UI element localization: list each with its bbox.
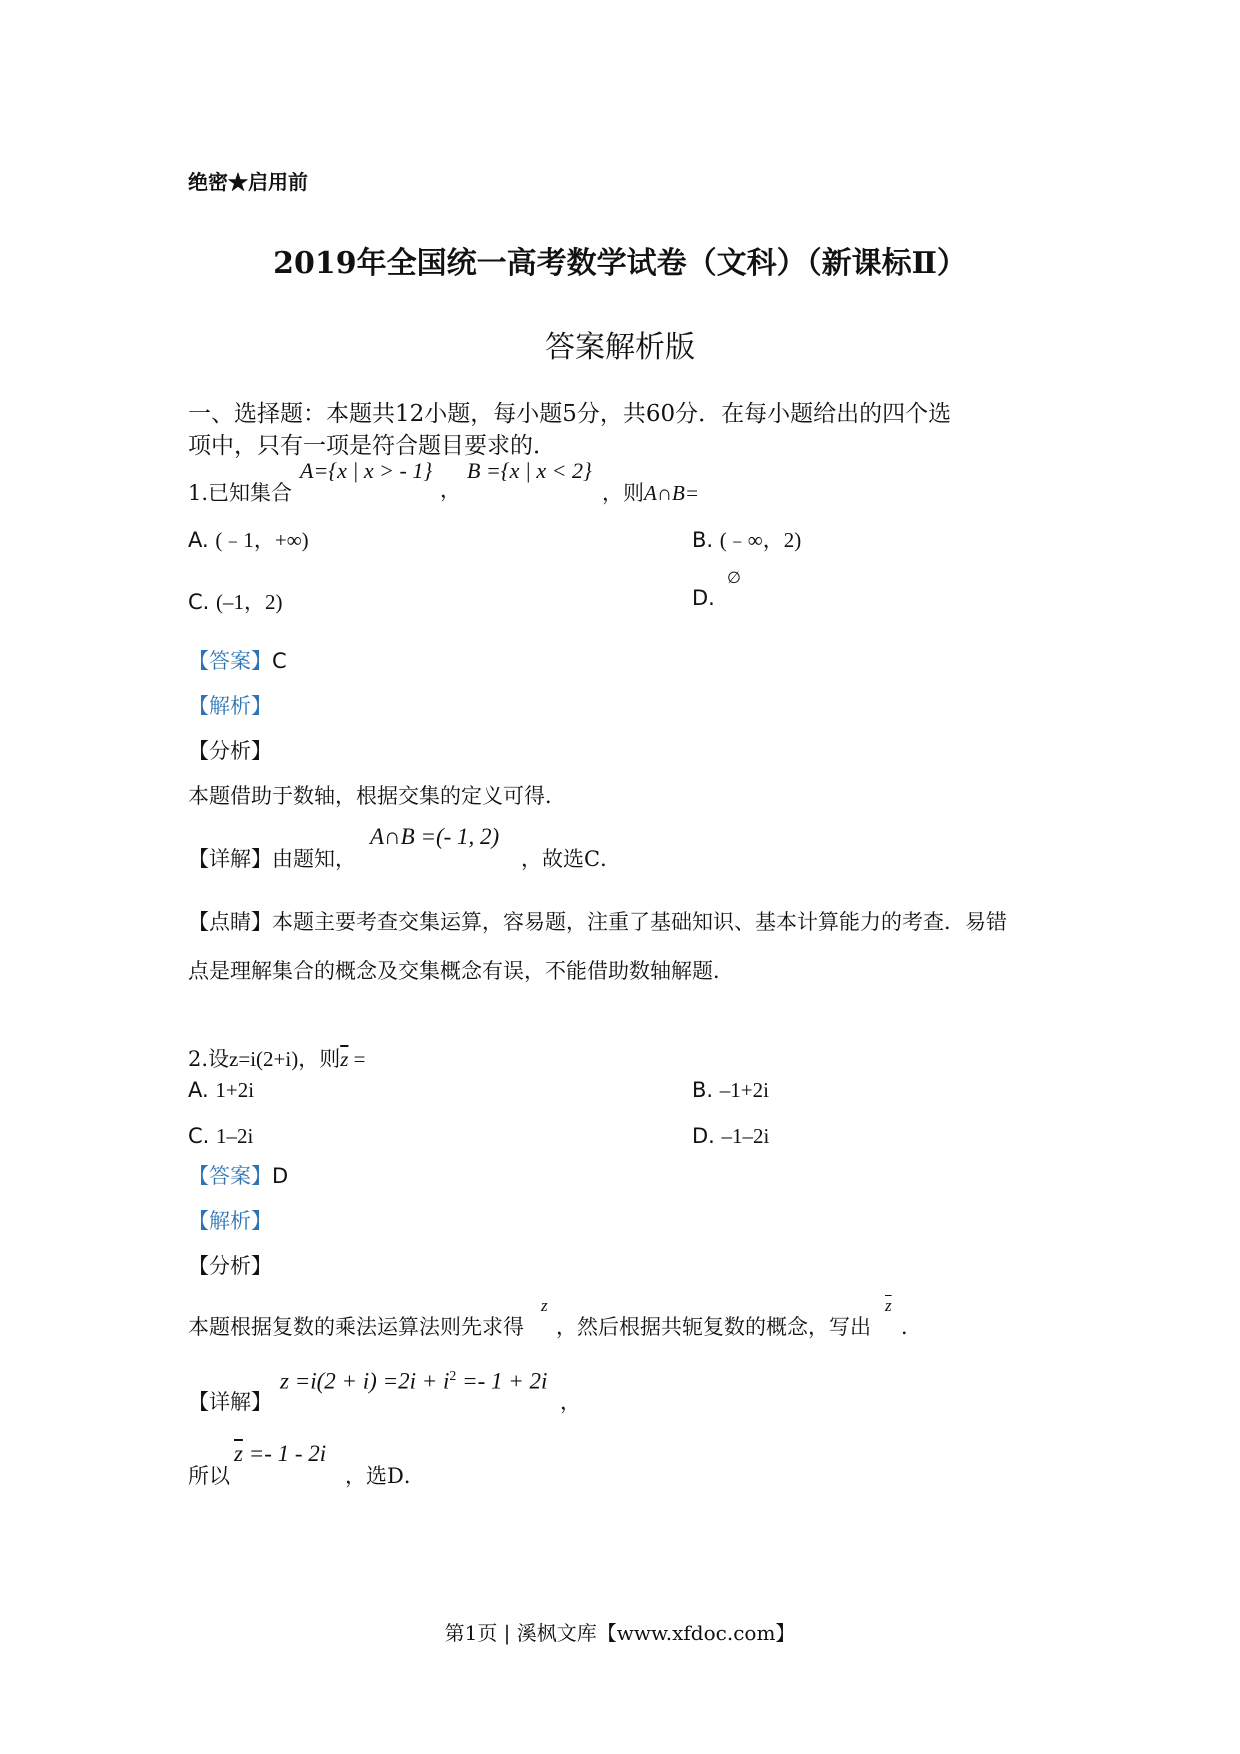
q2-answer-value: D <box>272 1164 289 1188</box>
q1-answer-tag: 【答案】 <box>188 649 272 673</box>
q1-option-d <box>692 586 715 610</box>
q1-suffix <box>602 477 699 507</box>
q2-fenxi-tag: 【分析】 <box>188 1254 272 1278</box>
section-heading-line2: 项中，只有一项是符合题目要求的． <box>188 433 556 459</box>
q1-detail <box>188 843 356 873</box>
q2-stem <box>188 1043 366 1073</box>
q1-option-b-letter: B. <box>692 528 714 552</box>
q1-fenxi-tag: 【分析】 <box>188 739 272 763</box>
q1-option-a-letter: A. <box>188 528 209 552</box>
q1-option-c-text: (–1，2) <box>216 590 283 614</box>
q1-option-a <box>188 524 309 554</box>
q1-suffix-math: A∩B= <box>644 481 699 505</box>
q2-fenxi-pre: 本题根据复数的乘法运算法则先求得 <box>188 1315 524 1339</box>
q1-option-d-letter: D. <box>692 586 715 610</box>
q2-option-b <box>692 1078 769 1103</box>
q2-so-pre: 所以 <box>188 1464 230 1488</box>
q2-option-d-text: –1–2i <box>721 1124 770 1148</box>
section-heading-line1: 一、选择题：本题共12小题，每小题5分，共60分．在每小题给出的四个选 <box>188 401 952 427</box>
q2-analysis-tag: 【解析】 <box>188 1209 272 1233</box>
q2-option-c-letter: C. <box>188 1124 210 1148</box>
q1-comma: ， <box>440 478 461 502</box>
q2-option-b-letter: B. <box>692 1078 714 1102</box>
q2-so-math <box>234 1441 326 1467</box>
q2-detail-tag: 【详解】 <box>188 1390 272 1414</box>
q1-fenxi-text: 本题借助于数轴，根据交集的定义可得． <box>188 784 566 808</box>
q2-option-d-letter: D. <box>692 1124 715 1148</box>
q2-fenxi-line <box>188 1311 524 1341</box>
q2-fenxi-z1: z <box>541 1296 548 1315</box>
q1-option-a-text: (﹣1，+∞) <box>215 528 309 552</box>
q2-detail-math1: z =i(2 + i) =2i + i <box>280 1368 450 1394</box>
q2-answer <box>188 1160 288 1190</box>
q2-stem-mid: ，则 <box>298 1047 341 1071</box>
q2-detail-math2: =- 1 + 2i <box>456 1368 548 1394</box>
q2-option-a-letter: A. <box>188 1078 209 1102</box>
q1-option-c <box>188 586 283 616</box>
q1-dianjing-line2: 点是理解集合的概念及交集概念有误，不能借助数轴解题． <box>188 959 734 983</box>
q1-suffix-text: ，则 <box>602 481 644 505</box>
q1-detail-post: ，故选C． <box>521 847 622 871</box>
q2-option-d <box>692 1124 769 1149</box>
page-title: 2019年全国统一高考数学试卷（文科）（新课标Ⅱ） <box>273 246 967 281</box>
q1-set-a: A={x | x > - 1} <box>300 458 433 483</box>
q1-prefix: 1.已知集合 <box>188 481 293 505</box>
q1-analysis-tag: 【解析】 <box>188 694 272 718</box>
q2-stem-zbar: $\overline{z}$ <box>340 1047 349 1071</box>
q2-detail-sup: 2 <box>449 1368 457 1383</box>
q2-option-c-text: 1–2i <box>216 1124 254 1148</box>
q2-stem-math: z=i(2+i) <box>229 1047 299 1071</box>
q2-prefix: 2.设 <box>188 1047 230 1071</box>
q2-so-expr: =- 1 - 2i <box>242 1441 327 1466</box>
q2-option-a-text: 1+2i <box>215 1078 255 1102</box>
q2-fenxi-mid: ，然后根据共轭复数的概念，写出 <box>556 1315 871 1339</box>
q1-option-d-empty-set: ∅ <box>727 570 741 587</box>
q1-detail-tag: 【详解】 <box>188 847 272 871</box>
q1-set-b: B ={x | x < 2} <box>467 458 592 483</box>
q2-fenxi-z2: $\overline{z}$ <box>885 1296 892 1315</box>
q2-stem-eq: = <box>348 1047 366 1071</box>
q2-option-c <box>188 1124 253 1149</box>
q1-option-c-letter: C. <box>188 590 210 614</box>
page-subtitle: 答案解析版 <box>545 330 695 365</box>
q2-so-zbar: $\overline{z}$ <box>234 1441 243 1466</box>
q2-so-post: ，选D． <box>345 1464 425 1488</box>
q2-fenxi-post: ． <box>901 1315 922 1339</box>
q1-option-b <box>692 524 801 554</box>
q1-answer <box>188 645 287 675</box>
secret-label: 绝密★启用前 <box>188 170 308 194</box>
q2-option-b-text: –1+2i <box>719 1078 769 1102</box>
q2-answer-tag: 【答案】 <box>188 1164 272 1188</box>
q1-detail-pre: 由题知， <box>272 847 356 871</box>
q1-detail-math: A∩B =(- 1, 2) <box>370 824 500 849</box>
q1-dianjing-line1 <box>188 906 1007 936</box>
q1-answer-value: C <box>272 649 287 673</box>
q1-dianjing-text1: 本题主要考查交集运算，容易题，注重了基础知识、基本计算能力的考查．易错 <box>272 910 1007 934</box>
q2-detail-math <box>280 1368 547 1395</box>
q1-option-b-text: (﹣∞，2) <box>719 528 802 552</box>
q2-detail-post: ， <box>560 1390 581 1414</box>
q2-option-a <box>188 1078 254 1103</box>
q1-dianjing-tag: 【点睛】 <box>188 910 272 934</box>
page-footer: 第1页 | 溪枫文库【www.xfdoc.com】 <box>444 1621 796 1645</box>
